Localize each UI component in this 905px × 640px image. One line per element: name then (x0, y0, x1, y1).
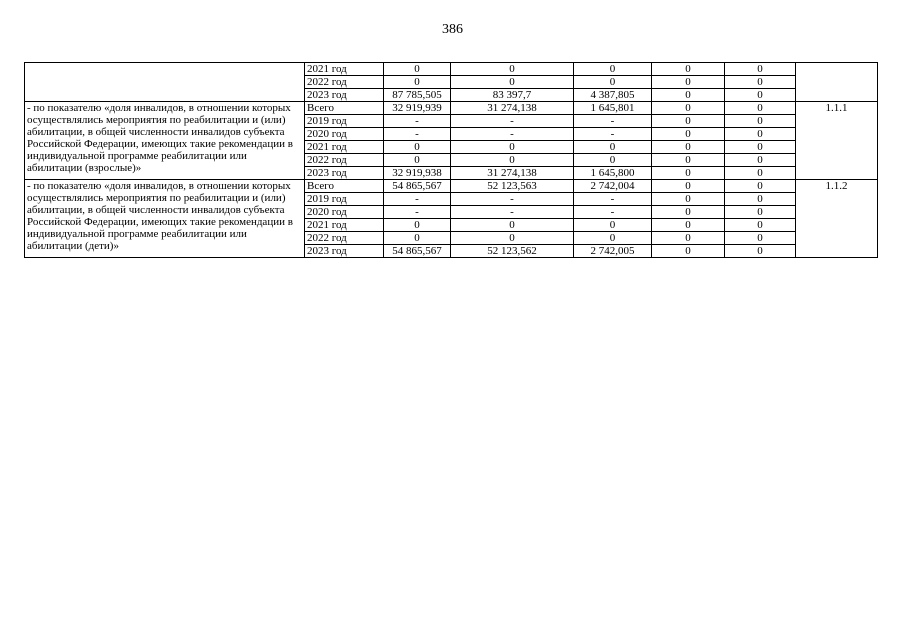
table-row (25, 180, 878, 193)
value-cell: - (384, 193, 451, 206)
indicator-description-children: - по показателю «доля инвалидов, в отношении которых осуществлялись мероприятия по реабилитации и (или) абилитации, в общей численности инвалидов субъекта Российской Федерации, имеющих такие рекомендации в индивидуальной программе реабилитации или абилитации (дети)» (25, 180, 305, 258)
value-cell: 0 (451, 154, 574, 167)
value-cell: 0 (652, 180, 725, 193)
year-cell: 2021 год (305, 63, 384, 76)
value-cell: 0 (574, 76, 652, 89)
value-cell: 0 (725, 76, 796, 89)
value-cell: - (384, 206, 451, 219)
value-cell: - (574, 206, 652, 219)
value-cell: 0 (725, 180, 796, 193)
indicator-code: 1.1.2 (796, 180, 878, 258)
value-cell: 0 (652, 167, 725, 180)
value-cell: - (451, 128, 574, 141)
value-cell: 0 (384, 141, 451, 154)
value-cell: 0 (574, 154, 652, 167)
code-cell-empty (796, 63, 878, 102)
value-cell: 0 (384, 154, 451, 167)
value-cell: 0 (384, 63, 451, 76)
value-cell: 0 (451, 76, 574, 89)
value-cell: 32 919,939 (384, 102, 451, 115)
value-cell: 0 (725, 193, 796, 206)
indicator-description-adults: - по показателю «доля инвалидов, в отношении которых осуществлялись мероприятия по реабилитации и (или) абилитации, в общей численности инвалидов субъекта Российской Федерации, имеющих такие рекомендации в индивидуальной программе реабилитации или абилитации (взрослые)» (25, 102, 305, 180)
value-cell: - (384, 115, 451, 128)
value-cell: - (574, 193, 652, 206)
value-cell: 32 919,938 (384, 167, 451, 180)
year-cell: 2023 год (305, 245, 384, 258)
table-row (25, 102, 878, 115)
value-cell: 0 (725, 219, 796, 232)
year-cell: 2021 год (305, 141, 384, 154)
value-cell: 87 785,505 (384, 89, 451, 102)
value-cell: 0 (725, 89, 796, 102)
year-cell: 2019 год (305, 193, 384, 206)
value-cell: 1 645,800 (574, 167, 652, 180)
value-cell: 0 (652, 76, 725, 89)
value-cell: 0 (652, 154, 725, 167)
year-cell: 2021 год (305, 219, 384, 232)
value-cell: 0 (652, 63, 725, 76)
value-cell: 0 (384, 232, 451, 245)
value-cell: 54 865,567 (384, 245, 451, 258)
value-cell: 52 123,562 (451, 245, 574, 258)
value-cell: 0 (451, 219, 574, 232)
value-cell: 2 742,004 (574, 180, 652, 193)
value-cell: 0 (451, 63, 574, 76)
budget-table (24, 62, 878, 258)
value-cell: 0 (652, 115, 725, 128)
value-cell: 0 (574, 232, 652, 245)
value-cell: 0 (725, 128, 796, 141)
year-cell: Всего (305, 102, 384, 115)
year-cell: 2022 год (305, 76, 384, 89)
value-cell: 0 (652, 206, 725, 219)
value-cell: 0 (652, 232, 725, 245)
year-cell: 2019 год (305, 115, 384, 128)
value-cell: 0 (574, 63, 652, 76)
value-cell: - (384, 128, 451, 141)
year-cell: 2023 год (305, 89, 384, 102)
value-cell: 0 (725, 141, 796, 154)
year-cell: 2022 год (305, 232, 384, 245)
value-cell: 54 865,567 (384, 180, 451, 193)
value-cell: 0 (652, 89, 725, 102)
value-cell: 1 645,801 (574, 102, 652, 115)
value-cell: 0 (652, 128, 725, 141)
value-cell: 83 397,7 (451, 89, 574, 102)
indicator-code: 1.1.1 (796, 102, 878, 180)
value-cell: 0 (725, 232, 796, 245)
value-cell: 0 (725, 63, 796, 76)
value-cell: 0 (725, 154, 796, 167)
year-cell: 2022 год (305, 154, 384, 167)
value-cell: 4 387,805 (574, 89, 652, 102)
value-cell: - (451, 193, 574, 206)
value-cell: 0 (725, 102, 796, 115)
value-cell: 0 (652, 141, 725, 154)
year-cell: 2023 год (305, 167, 384, 180)
value-cell: 0 (451, 232, 574, 245)
value-cell: 0 (725, 245, 796, 258)
value-cell: - (574, 115, 652, 128)
value-cell: 31 274,138 (451, 102, 574, 115)
value-cell: 0 (574, 141, 652, 154)
year-cell: Всего (305, 180, 384, 193)
value-cell: - (451, 206, 574, 219)
value-cell: - (574, 128, 652, 141)
value-cell: 0 (384, 219, 451, 232)
value-cell: 0 (451, 141, 574, 154)
value-cell: 0 (725, 115, 796, 128)
value-cell: - (451, 115, 574, 128)
value-cell: 0 (652, 219, 725, 232)
value-cell: 0 (384, 76, 451, 89)
value-cell: 0 (652, 245, 725, 258)
table-row (25, 63, 878, 76)
value-cell: 0 (725, 206, 796, 219)
value-cell: 0 (652, 193, 725, 206)
value-cell: 0 (652, 102, 725, 115)
value-cell: 52 123,563 (451, 180, 574, 193)
year-cell: 2020 год (305, 206, 384, 219)
value-cell: 0 (574, 219, 652, 232)
description-cell-empty (25, 63, 305, 102)
value-cell: 31 274,138 (451, 167, 574, 180)
year-cell: 2020 год (305, 128, 384, 141)
value-cell: 0 (725, 167, 796, 180)
page-number: 386 (442, 22, 463, 37)
value-cell: 2 742,005 (574, 245, 652, 258)
